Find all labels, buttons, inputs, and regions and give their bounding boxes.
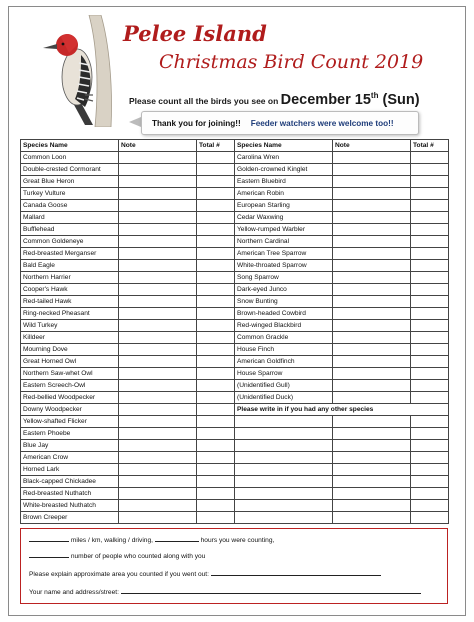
people-label: number of people who counted along with you (70, 553, 206, 560)
species-left: Eastern Screech-Owl (21, 380, 119, 392)
header-note-right: Note (333, 140, 411, 152)
total-right-cell[interactable] (411, 380, 449, 392)
note-right-cell[interactable] (333, 356, 411, 368)
note-right-cell[interactable] (333, 500, 411, 512)
total-left-cell[interactable] (197, 332, 235, 344)
species-right: Yellow-rumped Warbler (235, 224, 333, 236)
total-left-cell[interactable] (197, 152, 235, 164)
address-label: Your name and address/street: (29, 589, 119, 596)
table-row (21, 188, 449, 200)
species-left: Northern Saw-whet Owl (21, 368, 119, 380)
species-right (235, 512, 333, 524)
note-left-cell[interactable] (119, 356, 197, 368)
total-left-cell[interactable] (197, 428, 235, 440)
note-left-cell[interactable] (119, 272, 197, 284)
table-row (21, 248, 449, 260)
note-left-cell[interactable] (119, 320, 197, 332)
species-left: Eastern Phoebe (21, 428, 119, 440)
total-right-cell[interactable] (411, 284, 449, 296)
note-left-cell[interactable] (119, 380, 197, 392)
table-row (21, 200, 449, 212)
total-right-cell[interactable] (411, 296, 449, 308)
header-note-left: Note (119, 140, 197, 152)
species-right (235, 428, 333, 440)
feeder-text: Feeder watchers were welcome too!! (250, 118, 394, 128)
total-right-cell[interactable] (411, 320, 449, 332)
note-right-cell[interactable] (333, 416, 411, 428)
note-right-cell[interactable] (333, 464, 411, 476)
total-right-cell[interactable] (411, 368, 449, 380)
note-left-cell[interactable] (119, 296, 197, 308)
species-right: American Tree Sparrow (235, 248, 333, 260)
note-right-cell[interactable] (333, 512, 411, 524)
total-right-cell[interactable] (411, 152, 449, 164)
species-table (20, 139, 449, 524)
footer-line-people (29, 551, 205, 560)
species-left: Horned Lark (21, 464, 119, 476)
table-row (21, 356, 449, 368)
species-right: Please write in if you had any other species (235, 404, 449, 416)
total-left-cell[interactable] (197, 164, 235, 176)
species-right: Brown-headed Cowbird (235, 308, 333, 320)
species-right (235, 476, 333, 488)
total-left-cell[interactable] (197, 176, 235, 188)
total-right-cell[interactable] (411, 488, 449, 500)
total-left-cell[interactable] (197, 452, 235, 464)
note-right-cell[interactable] (333, 476, 411, 488)
total-left-cell[interactable] (197, 284, 235, 296)
woodpecker-illustration (27, 15, 117, 127)
species-right (235, 500, 333, 512)
footer-line-effort (29, 535, 274, 544)
total-right-cell[interactable] (411, 212, 449, 224)
footer-line-address (29, 587, 421, 596)
table-row (21, 488, 449, 500)
thank-you-banner (141, 111, 419, 135)
table-row (21, 164, 449, 176)
instruction-line (129, 91, 420, 108)
note-right-cell[interactable] (333, 488, 411, 500)
date-text: December 15 (280, 91, 371, 108)
table-row (21, 416, 449, 428)
total-left-cell[interactable] (197, 356, 235, 368)
total-right-cell[interactable] (411, 452, 449, 464)
total-left-cell[interactable] (197, 512, 235, 524)
note-right-cell[interactable] (333, 368, 411, 380)
total-right-cell[interactable] (411, 260, 449, 272)
area-blank[interactable] (211, 569, 381, 576)
note-left-cell[interactable] (119, 416, 197, 428)
table-row (21, 344, 449, 356)
note-right-cell[interactable] (333, 284, 411, 296)
note-left-cell[interactable] (119, 464, 197, 476)
note-right-cell[interactable] (333, 452, 411, 464)
table-row (21, 332, 449, 344)
footer-form (20, 528, 448, 604)
note-left-cell[interactable] (119, 476, 197, 488)
species-left: Turkey Vulture (21, 188, 119, 200)
species-right: American Goldfinch (235, 356, 333, 368)
table-row (21, 224, 449, 236)
total-left-cell[interactable] (197, 380, 235, 392)
note-right-cell[interactable] (333, 272, 411, 284)
total-left-cell[interactable] (197, 476, 235, 488)
total-left-cell[interactable] (197, 308, 235, 320)
note-left-cell[interactable] (119, 308, 197, 320)
footer-line-area (29, 569, 381, 578)
note-right-cell[interactable] (333, 152, 411, 164)
total-right-cell[interactable] (411, 476, 449, 488)
note-right-cell[interactable] (333, 260, 411, 272)
total-right-cell[interactable] (411, 392, 449, 404)
note-right-cell[interactable] (333, 176, 411, 188)
total-right-cell[interactable] (411, 416, 449, 428)
note-left-cell[interactable] (119, 236, 197, 248)
note-left-cell[interactable] (119, 176, 197, 188)
note-left-cell[interactable] (119, 332, 197, 344)
total-left-cell[interactable] (197, 272, 235, 284)
note-left-cell[interactable] (119, 188, 197, 200)
species-right: Song Sparrow (235, 272, 333, 284)
table-row (21, 236, 449, 248)
banner-pointer (129, 117, 141, 127)
note-right-cell[interactable] (333, 320, 411, 332)
note-left-cell[interactable] (119, 212, 197, 224)
note-right-cell[interactable] (333, 332, 411, 344)
note-left-cell[interactable] (119, 200, 197, 212)
total-left-cell[interactable] (197, 248, 235, 260)
walking-label: walking / driving, (104, 537, 153, 544)
note-right-cell[interactable] (333, 188, 411, 200)
note-left-cell[interactable] (119, 404, 197, 416)
area-label: Please explain approximate area you counted if you went out: (29, 571, 209, 578)
total-right-cell[interactable] (411, 356, 449, 368)
title-line-2: Christmas Bird Count 2019 (159, 51, 424, 73)
table-row (21, 404, 449, 416)
note-left-cell[interactable] (119, 224, 197, 236)
species-left: Bald Eagle (21, 260, 119, 272)
species-left: Wild Turkey (21, 320, 119, 332)
total-left-cell[interactable] (197, 440, 235, 452)
species-left: Great Horned Owl (21, 356, 119, 368)
species-left: Downy Woodpecker (21, 404, 119, 416)
species-left: Brown Creeper (21, 512, 119, 524)
note-right-cell[interactable] (333, 200, 411, 212)
species-left: Yellow-shafted Flicker (21, 416, 119, 428)
note-left-cell[interactable] (119, 344, 197, 356)
count-date (281, 92, 420, 108)
note-right-cell[interactable] (333, 296, 411, 308)
species-right: House Sparrow (235, 368, 333, 380)
total-right-cell[interactable] (411, 224, 449, 236)
total-right-cell[interactable] (411, 200, 449, 212)
species-left: Canada Goose (21, 200, 119, 212)
species-left: Red-breasted Nuthatch (21, 488, 119, 500)
total-right-cell[interactable] (411, 248, 449, 260)
header-species-left: Species Name (21, 140, 119, 152)
note-right-cell[interactable] (333, 428, 411, 440)
note-left-cell[interactable] (119, 260, 197, 272)
total-right-cell[interactable] (411, 332, 449, 344)
table-row (21, 284, 449, 296)
total-right-cell[interactable] (411, 236, 449, 248)
hours-blank[interactable] (155, 535, 199, 542)
total-left-cell[interactable] (197, 500, 235, 512)
note-right-cell[interactable] (333, 212, 411, 224)
species-right: American Robin (235, 188, 333, 200)
miles-blank[interactable] (29, 535, 69, 542)
species-right: Snow Bunting (235, 296, 333, 308)
total-left-cell[interactable] (197, 212, 235, 224)
species-right: Cedar Waxwing (235, 212, 333, 224)
table-row (21, 476, 449, 488)
table-row (21, 380, 449, 392)
total-right-cell[interactable] (411, 428, 449, 440)
total-left-cell[interactable] (197, 200, 235, 212)
total-right-cell[interactable] (411, 272, 449, 284)
species-left: Bufflehead (21, 224, 119, 236)
species-right (235, 416, 333, 428)
total-left-cell[interactable] (197, 392, 235, 404)
total-right-cell[interactable] (411, 464, 449, 476)
species-left: White-breasted Nuthatch (21, 500, 119, 512)
species-left: Red-breasted Merganser (21, 248, 119, 260)
note-right-cell[interactable] (333, 440, 411, 452)
species-left: Mourning Dove (21, 344, 119, 356)
species-right (235, 488, 333, 500)
note-left-cell[interactable] (119, 368, 197, 380)
total-right-cell[interactable] (411, 500, 449, 512)
species-right: Northern Cardinal (235, 236, 333, 248)
species-left: Common Goldeneye (21, 236, 119, 248)
species-left: Black-capped Chickadee (21, 476, 119, 488)
total-right-cell[interactable] (411, 164, 449, 176)
species-left: Killdeer (21, 332, 119, 344)
note-left-cell[interactable] (119, 488, 197, 500)
species-left: Common Loon (21, 152, 119, 164)
species-left: Blue Jay (21, 440, 119, 452)
species-right: Golden-crowned Kinglet (235, 164, 333, 176)
total-left-cell[interactable] (197, 296, 235, 308)
table-row (21, 176, 449, 188)
note-right-cell[interactable] (333, 380, 411, 392)
total-left-cell[interactable] (197, 344, 235, 356)
note-left-cell[interactable] (119, 152, 197, 164)
address-blank[interactable] (121, 587, 421, 594)
total-left-cell[interactable] (197, 416, 235, 428)
species-left: Great Blue Heron (21, 176, 119, 188)
total-right-cell[interactable] (411, 512, 449, 524)
note-left-cell[interactable] (119, 164, 197, 176)
note-right-cell[interactable] (333, 248, 411, 260)
note-left-cell[interactable] (119, 440, 197, 452)
species-right (235, 452, 333, 464)
species-right: House Finch (235, 344, 333, 356)
species-left: Mallard (21, 212, 119, 224)
note-right-cell[interactable] (333, 164, 411, 176)
species-right: Common Grackle (235, 332, 333, 344)
people-blank[interactable] (29, 551, 69, 558)
title-line-1: Pelee Island (123, 21, 267, 46)
total-left-cell[interactable] (197, 260, 235, 272)
species-left: Red-tailed Hawk (21, 296, 119, 308)
instruction-text: Please count all the birds you see on (129, 95, 279, 106)
species-right: Dark-eyed Junco (235, 284, 333, 296)
table-row (21, 440, 449, 452)
total-right-cell[interactable] (411, 176, 449, 188)
total-left-cell[interactable] (197, 488, 235, 500)
header-species-right: Species Name (235, 140, 333, 152)
species-right (235, 464, 333, 476)
note-left-cell[interactable] (119, 428, 197, 440)
species-right: (Unidentified Duck) (235, 392, 333, 404)
total-left-cell[interactable] (197, 464, 235, 476)
species-left: Northern Harrier (21, 272, 119, 284)
table-header-row (21, 140, 449, 152)
species-right: (Unidentified Gull) (235, 380, 333, 392)
table-row (21, 392, 449, 404)
species-right: European Starling (235, 200, 333, 212)
table-row (21, 464, 449, 476)
species-left: American Crow (21, 452, 119, 464)
total-left-cell[interactable] (197, 224, 235, 236)
species-left: Ring-necked Pheasant (21, 308, 119, 320)
note-right-cell[interactable] (333, 308, 411, 320)
total-right-cell[interactable] (411, 440, 449, 452)
species-left: Red-bellied Woodpecker (21, 392, 119, 404)
total-left-cell[interactable] (197, 320, 235, 332)
date-day: (Sun) (382, 91, 420, 108)
table-row (21, 500, 449, 512)
total-right-cell[interactable] (411, 344, 449, 356)
table-row (21, 452, 449, 464)
note-right-cell[interactable] (333, 344, 411, 356)
thanks-text: Thank you for joining!! (152, 118, 241, 128)
table-row (21, 212, 449, 224)
note-right-cell[interactable] (333, 224, 411, 236)
total-left-cell[interactable] (197, 236, 235, 248)
header-total-right: Total # (411, 140, 449, 152)
note-left-cell[interactable] (119, 392, 197, 404)
table-row (21, 308, 449, 320)
header-total-left: Total # (197, 140, 235, 152)
table-row (21, 152, 449, 164)
species-left: Double-crested Cormorant (21, 164, 119, 176)
hours-label: hours you were counting, (200, 537, 275, 544)
species-right: Eastern Bluebird (235, 176, 333, 188)
species-right: Carolina Wren (235, 152, 333, 164)
note-right-cell[interactable] (333, 392, 411, 404)
date-suffix: th (370, 91, 379, 100)
table-row (21, 320, 449, 332)
table-row (21, 272, 449, 284)
total-right-cell[interactable] (411, 188, 449, 200)
total-left-cell[interactable] (197, 404, 235, 416)
species-right: Red-winged Blackbird (235, 320, 333, 332)
note-right-cell[interactable] (333, 236, 411, 248)
total-left-cell[interactable] (197, 368, 235, 380)
species-table-body (21, 152, 449, 524)
species-right (235, 440, 333, 452)
species-right: White-throated Sparrow (235, 260, 333, 272)
note-left-cell[interactable] (119, 248, 197, 260)
species-left: Cooper's Hawk (21, 284, 119, 296)
table-row (21, 512, 449, 524)
note-left-cell[interactable] (119, 452, 197, 464)
table-row (21, 296, 449, 308)
note-left-cell[interactable] (119, 284, 197, 296)
table-row (21, 368, 449, 380)
miles-label: miles / km, (70, 537, 103, 544)
total-left-cell[interactable] (197, 188, 235, 200)
note-left-cell[interactable] (119, 512, 197, 524)
total-right-cell[interactable] (411, 308, 449, 320)
note-left-cell[interactable] (119, 500, 197, 512)
table-row (21, 260, 449, 272)
table-row (21, 428, 449, 440)
